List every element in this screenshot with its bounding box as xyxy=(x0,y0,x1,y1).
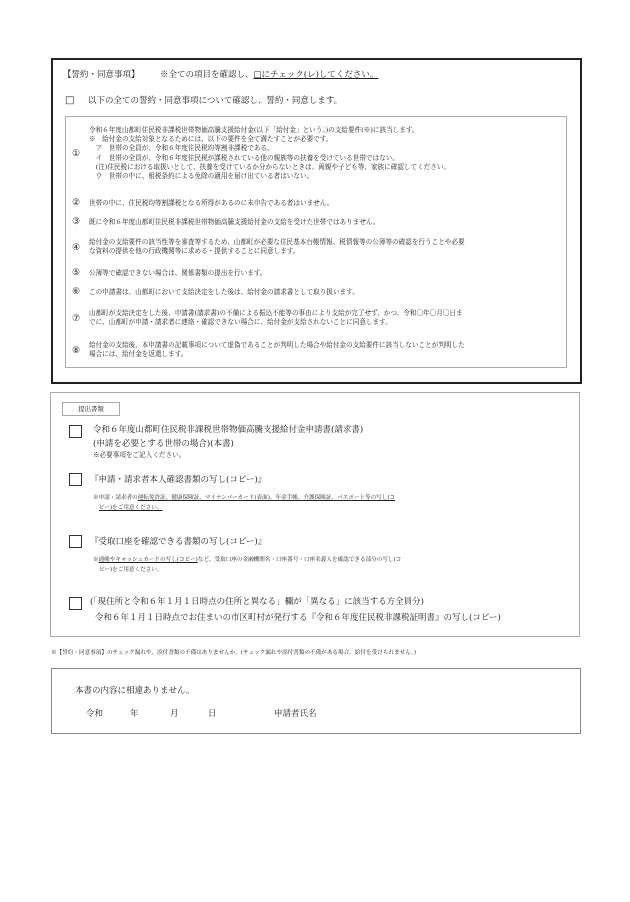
doc2-note-underlined: 運転免許証、健康保険証、マイナンバーカード(表面)、年金手帳、介護保険証、パスポート等の写し(コ xyxy=(137,495,396,501)
item-7-line: でに、山都町が申請・請求者に連絡・確認できない場合に、給付金が支給されないことに同意します。 xyxy=(89,318,392,327)
item-1-line: ※ 給付金の支給対象となるためには、以下の要件を全て満たすことが必要です。 xyxy=(89,135,333,144)
date-month-label: 月 xyxy=(170,709,179,719)
item-1-line: ア 世帯の全員が、令和６年度住民税均等割非課税である。 xyxy=(89,144,274,153)
date-day-label: 日 xyxy=(208,709,217,719)
item-5-line: 公簿等で確認できない場合は、関係書類の提出を行います。 xyxy=(89,269,267,277)
item-4-line: な資料の提供を他の行政機関等に求める・提供することに同意します。 xyxy=(89,247,300,256)
doc2-checkbox[interactable] xyxy=(69,473,82,486)
doc3-title: 『受取口座を確認できる書類の写し(コピー)』 xyxy=(90,537,267,547)
item-2-text xyxy=(89,199,559,208)
doc3-note-underlined: 通帳やキャッシュカードの写し(コピー) xyxy=(98,557,198,563)
doc4-line1: (「現住所と令和６年１月１日時点の住所と異なる」欄が「異なる」に該当する方全員分) xyxy=(90,597,424,607)
item-1-line: イ 世帯の全員が、令和６年度住民税が課税されている他の親族等の扶養を受けている世帯ではない。 xyxy=(89,153,399,162)
item-1-line: (注)住民税における取扱いとして、扶養を受けているか分からないときは、両親や子ども等、家族に確認してください。 xyxy=(89,162,451,171)
item-3-number: ③ xyxy=(71,217,81,227)
item-8-line: 場合には、給付金を返還します。 xyxy=(89,350,188,359)
doc2-title: 『申請・請求者本人確認書類の写し(コピー)』 xyxy=(90,475,267,485)
doc1-checkbox[interactable] xyxy=(69,425,82,438)
doc3-note-prefix: ※ xyxy=(93,557,99,563)
item-6-number: ⑥ xyxy=(71,287,81,297)
item-8-number: ⑧ xyxy=(71,346,81,356)
item-5-text xyxy=(89,269,559,278)
item-6-line: この申請書は、山都町において支給決定をした後は、給付金の請求書として取り扱います。 xyxy=(89,288,359,296)
item-1-line: ウ 世帯の中に、租税条約による免除の適用を届け出ている者はいない。 xyxy=(89,172,314,181)
doc3-note xyxy=(93,556,401,565)
item-6-text xyxy=(89,288,559,297)
item-7-line: 山都町が支給決定をした後、申請書(請求書)の不備による振込不能等の事由により支給が完了せず、かつ、令和〇年〇月〇日ま xyxy=(89,309,463,317)
doc4-line2: 令和６年１月１日時点でお住まいの市区町村が発行する『令和６年度住民税非課税証明書』の写し(コピー) xyxy=(95,613,501,623)
doc4-checkbox[interactable] xyxy=(69,597,82,610)
doc2-note-line2-text: ピー)をご用意ください。 xyxy=(99,505,163,511)
date-era-label: 令和 xyxy=(86,709,104,719)
doc3-checkbox[interactable] xyxy=(69,535,82,548)
item-5-number: ⑤ xyxy=(71,268,81,278)
pledge-instruction-highlight: □にチェック(レ)してください。 xyxy=(253,70,379,80)
agree-statement: 以下の全ての誓約・同意事項について確認し、誓約・同意します。 xyxy=(88,96,343,106)
pledge-title: 【誓約・同意事項】 xyxy=(63,70,140,80)
item-4-text xyxy=(89,238,559,256)
doc2-note xyxy=(93,494,395,503)
item-7-text xyxy=(89,309,559,327)
doc1-line1: 令和６年度山都町住民税非課税世帯物価高騰支援給付金申請書(請求書) xyxy=(93,425,364,435)
item-1-line: 令和６年度山都町住民税非課税世帯物価高騰支援給付金(以下「給付金」という。)の支給要件(※)に該当します。 xyxy=(89,126,419,134)
pledge-instruction xyxy=(160,70,378,81)
item-2-number: ② xyxy=(71,198,81,208)
item-2-line: 世帯の中に、住民税均等割課税となる所得があるのに未申告である者はいません。 xyxy=(89,199,334,207)
item-1-number: ① xyxy=(71,149,81,159)
doc2-note-prefix: ※申請・請求者の xyxy=(93,495,138,501)
item-8-text xyxy=(89,341,559,359)
item-1-text xyxy=(89,126,559,181)
item-3-line: 既に令和６年度山都町住民税非課税世帯物価高騰支援給付金の支給を受けた世帯ではありません。 xyxy=(89,218,380,226)
date-year-label: 年 xyxy=(130,709,139,719)
documents-tab-label: 提出書類 xyxy=(62,402,120,416)
doc3-note-mid: など、受取口座の金融機関名・口座番号・口座名義人を確認できる部分の写し(コ xyxy=(197,557,402,563)
applicant-name-label: 申請者氏名 xyxy=(274,709,317,719)
confirmation-statement: 本書の内容に相違ありません。 xyxy=(75,686,195,696)
footnote: ※【誓約・同意事項】のチェック漏れや、添付書類の不備はありませんか。(チェック漏れや添付書類の不備がある場合、給付を受けられません。) xyxy=(51,650,417,656)
confirmation-section xyxy=(51,668,581,734)
pledge-instruction-prefix: ※全ての項目を確認し、 xyxy=(160,70,254,80)
item-7-number: ⑦ xyxy=(71,314,81,324)
item-4-line: 給付金の支給要件の該当性等を審査等するため、山都町が必要な住民基本台帳情報、税情報等の公簿等の確認を行うことや必要 xyxy=(89,238,465,246)
item-4-number: ④ xyxy=(71,243,81,253)
doc3-note-line2: ピー)をご用意ください。 xyxy=(99,567,163,573)
doc2-note-line2 xyxy=(99,504,163,513)
item-3-text xyxy=(89,218,559,227)
doc1-line2: (申請を必要とする世帯の場合)(本書) xyxy=(93,439,234,449)
doc1-note: ※必要事項をご記入ください。 xyxy=(93,451,186,459)
agree-checkbox[interactable]: □ xyxy=(65,95,75,106)
item-8-line: 給付金の支給後、本申請書の記載事項について虚偽であることが判明した場合や給付金の支給要件に該当しないことが判明した xyxy=(89,341,465,349)
